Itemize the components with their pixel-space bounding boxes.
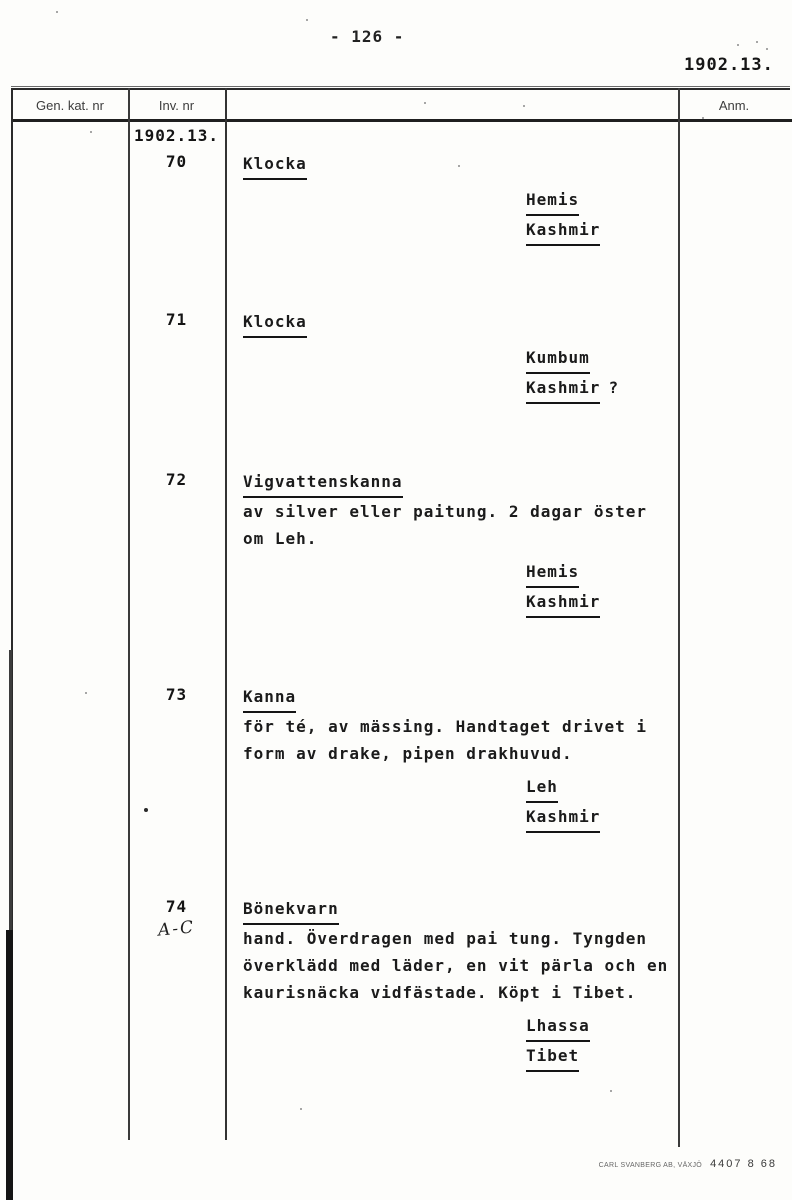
inventory-number: 74 A-C — [157, 897, 196, 941]
column-divider-genkat-inv — [128, 88, 130, 1140]
inventory-number: 70 — [165, 152, 188, 171]
column-header-gen-kat-nr: Gen. kat. nr — [36, 98, 104, 113]
scan-speck — [523, 105, 525, 107]
scan-speck — [56, 11, 58, 13]
scan-speck — [306, 19, 308, 21]
provenance-place: Lhassa — [526, 1012, 590, 1042]
provenance-place: Hemis — [526, 558, 579, 588]
printer-name: CARL SVANBERG AB, VÄXJÖ — [598, 1162, 703, 1169]
scan-edge-shadow — [9, 650, 12, 940]
provenance-region: Kashmir — [526, 588, 600, 618]
object-description-line: överklädd med läder, en vit pärla och en — [243, 956, 669, 975]
object-title: Klocka — [243, 308, 307, 338]
inventory-number: 71 — [165, 310, 188, 329]
provenance-uncertainty-mark: ? — [608, 378, 620, 397]
provenance-place: Leh — [526, 773, 558, 803]
object-description-line: form av drake, pipen drakhuvud. — [243, 744, 573, 763]
inventory-suffix-handwritten: A-C — [157, 917, 196, 941]
scan-speck — [424, 102, 426, 104]
catalog-number-heading: 1902.13. — [684, 55, 774, 75]
provenance-block — [526, 558, 763, 618]
object-title: Klocka — [243, 150, 307, 180]
scan-speck — [702, 117, 704, 119]
scan-speck — [610, 1090, 612, 1092]
ink-speck — [144, 808, 148, 812]
column-divider-inv-main — [225, 88, 227, 1140]
scan-edge-bar — [6, 930, 13, 1200]
provenance-region: Kashmir — [526, 216, 600, 246]
object-description-line: om Leh. — [243, 529, 318, 548]
column-header-inv-nr: Inv. nr — [158, 98, 195, 113]
printer-imprint — [599, 1158, 777, 1170]
group-label: 1902.13. — [133, 126, 220, 145]
scan-speck — [85, 692, 87, 694]
inventory-number: 73 — [165, 685, 188, 704]
inventory-number: 72 — [165, 470, 188, 489]
column-header-anm: Anm. — [718, 98, 750, 113]
scan-speck — [766, 48, 768, 50]
scan-speck — [756, 41, 758, 43]
provenance-block — [526, 773, 763, 833]
object-description-line: hand. Överdragen med pai tung. Tyngden — [243, 929, 648, 948]
object-title: Kanna — [243, 683, 296, 713]
provenance-place: Kumbum — [526, 344, 590, 374]
provenance-region: Kashmir — [526, 803, 600, 833]
scan-speck — [90, 131, 92, 133]
object-description-line: för té, av mässing. Handtaget drivet i — [243, 717, 648, 736]
printer-job-code: 4407 8 68 — [710, 1158, 777, 1170]
provenance-block — [526, 344, 763, 404]
provenance-block — [526, 186, 763, 246]
page-number: - 126 - — [330, 27, 405, 46]
scan-speck — [737, 44, 739, 46]
provenance-region: Tibet — [526, 1042, 579, 1072]
scan-speck — [458, 165, 460, 167]
object-description-line: av silver eller paitung. 2 dagar öster — [243, 502, 648, 521]
provenance-place: Hemis — [526, 186, 579, 216]
object-description-line: kaurisnäcka vidfästade. Köpt i Tibet. — [243, 983, 637, 1002]
object-title: Vigvattenskanna — [243, 468, 403, 498]
provenance-region: Kashmir — [526, 374, 600, 404]
table-top-rule-thin — [11, 86, 790, 87]
provenance-block — [526, 1012, 763, 1072]
object-title: Bönekvarn — [243, 895, 339, 925]
scan-speck — [300, 1108, 302, 1110]
